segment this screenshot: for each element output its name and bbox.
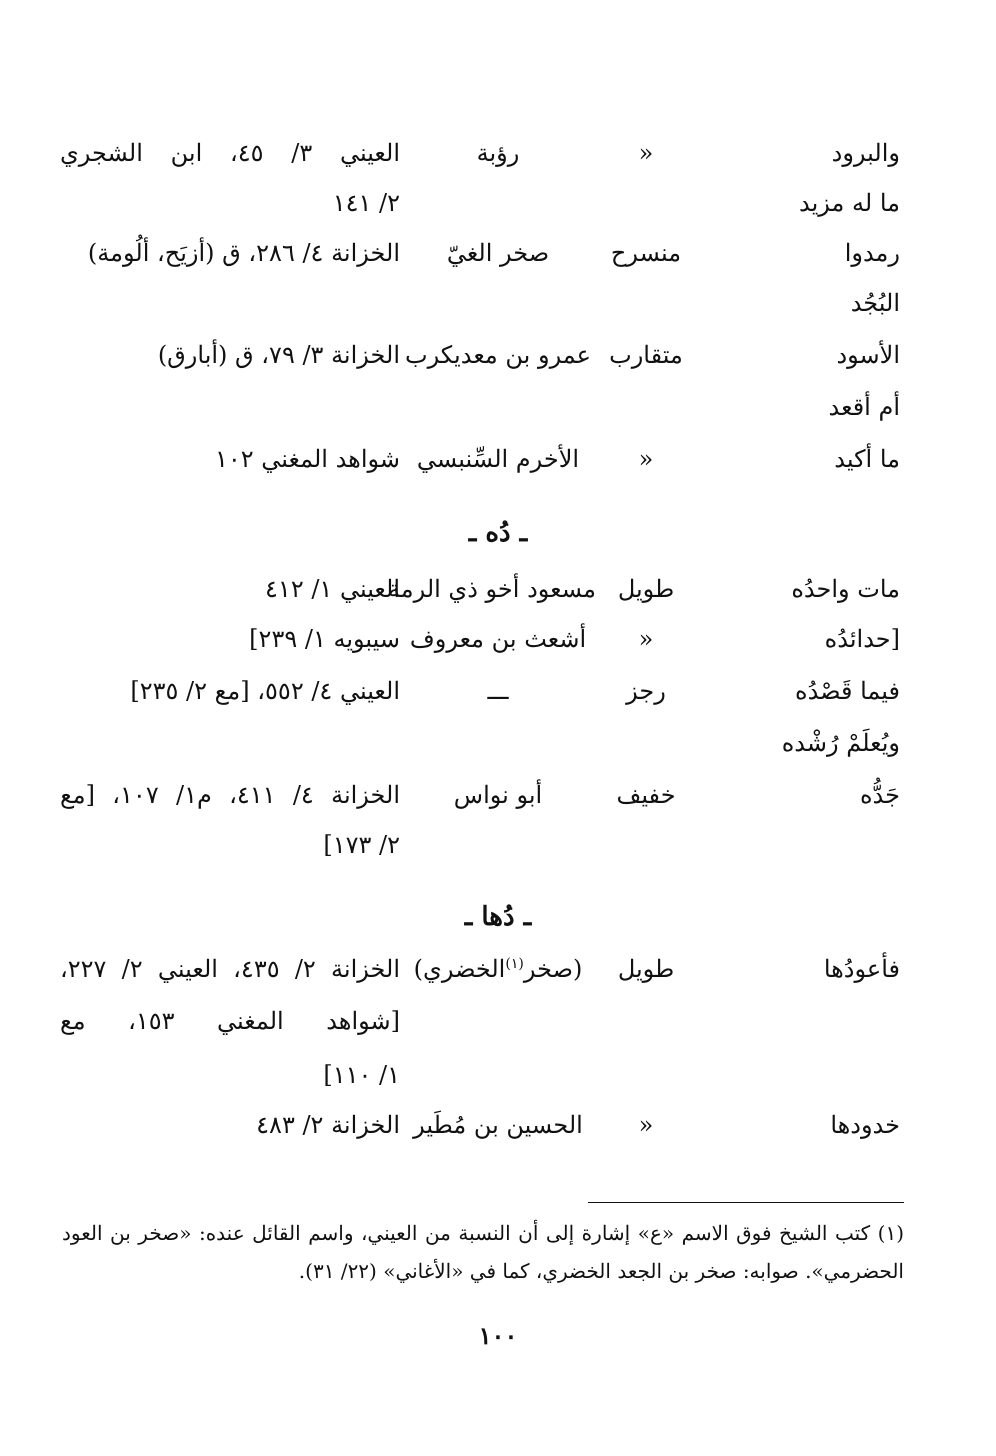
verse-ending: جَدُّه — [859, 781, 900, 809]
table-row — [0, 944, 996, 994]
source: الخزانة ٢/ ٤٨٣ — [256, 1111, 400, 1139]
meter: رجز — [626, 677, 666, 705]
poet — [400, 382, 596, 432]
meter: طويل — [617, 955, 675, 983]
verse-ending: الأسود — [836, 341, 900, 369]
poet: أبو نواس — [453, 781, 543, 809]
meter — [596, 996, 696, 1046]
section-heading: ـ دُه ـ — [468, 518, 528, 548]
meter — [596, 1050, 696, 1100]
verse-ending: رمدوا — [844, 239, 900, 267]
poet: أشعث بن معروف — [409, 625, 587, 653]
section-heading: ـ دُها ـ — [464, 902, 532, 932]
meter: طويل — [617, 575, 675, 603]
table-row — [0, 278, 996, 328]
table-row — [0, 1050, 996, 1100]
footnote-divider — [588, 1202, 904, 1203]
verse-ending: مات واحدُه — [791, 575, 900, 603]
verse-ending: [حدائدُه — [824, 625, 900, 653]
table-row — [0, 564, 996, 614]
table-row — [0, 382, 996, 432]
page-number: ١٠٠ — [478, 1321, 518, 1350]
verse-ending: ما له مزيد — [799, 189, 900, 217]
poet — [400, 718, 596, 768]
verse-ending: أم أقعد — [828, 393, 900, 421]
source: شواهد المغني ١٠٢ — [214, 445, 400, 473]
verse-ending: خدودها — [830, 1111, 900, 1139]
table-row — [0, 330, 996, 380]
source: العيني ١/ ٤١٢ — [265, 575, 400, 603]
source — [60, 278, 400, 328]
table-row — [0, 614, 996, 664]
verse-ending: فيما قَصْدُه — [795, 677, 900, 705]
poet: الأخرم السِّنبسي — [416, 445, 580, 473]
meter — [596, 820, 696, 870]
table-row — [0, 128, 996, 178]
meter: خفيف — [616, 781, 676, 809]
source: العيني ٤/ ٥٥٢، [مع ٢/ ٢٣٥] — [130, 677, 400, 705]
source: سيبويه ١/ ٢٣٩] — [249, 625, 400, 653]
verse-ending: والبرود — [831, 139, 900, 167]
meter: « — [638, 445, 654, 473]
table-row — [0, 770, 996, 820]
poet-suffix: الخضري) — [413, 955, 506, 983]
meter — [596, 278, 696, 328]
table-row — [0, 666, 996, 716]
table-row — [0, 718, 996, 768]
poet — [400, 944, 596, 994]
poet — [400, 996, 596, 1046]
footnote: (١) كتب الشيخ فوق الاسم «ع» إشارة إلى أن النسبة من العيني، واسم القائل عنده: «صخر بن العود الحضرمي». صوابه: صخر بن الجعد الخضري، كما في «الأغاني» (٢٢/ ٣١). — [62, 1221, 904, 1283]
table-row — [0, 434, 996, 484]
verse-ending — [710, 1050, 900, 1100]
table-row — [0, 228, 996, 278]
verse-ending: فأعودُها — [823, 955, 900, 983]
source: الخزانة ٢/ ٤٣٥، العيني ٢/ ٢٢٧، — [60, 955, 400, 983]
table-row — [0, 996, 996, 1046]
poet: ـــ — [487, 677, 509, 705]
verse-ending: ويُعلَمْ رُشْده — [781, 729, 900, 757]
poet — [400, 820, 596, 870]
source: ١/ ١١٠] — [323, 1061, 400, 1089]
poet: صخر الغيّ — [446, 239, 550, 267]
footnote-marker[interactable]: (١) — [505, 956, 524, 972]
meter: « — [638, 1111, 654, 1139]
verse-ending: البُجُد — [850, 289, 900, 317]
poet — [400, 178, 596, 228]
table-row — [0, 820, 996, 870]
poet — [400, 278, 596, 328]
verse-ending — [710, 996, 900, 1046]
meter — [596, 178, 696, 228]
source — [60, 382, 400, 432]
poet — [400, 1050, 596, 1100]
meter — [596, 718, 696, 768]
poet: الحسين بن مُطَير — [413, 1111, 583, 1139]
meter: « — [638, 139, 654, 167]
poet: مسعود أخو ذي الرمة — [387, 575, 596, 603]
table-row — [0, 1100, 996, 1150]
source: ٢/ ١٧٣] — [323, 831, 400, 859]
meter: منسرح — [610, 239, 682, 267]
poet: رؤبة — [476, 139, 520, 167]
source: [شواهد المغني ١٥٣، مع — [60, 1007, 400, 1035]
source: الخزانة ٣/ ٧٩، ق (أبارق) — [157, 341, 400, 369]
table-row — [0, 178, 996, 228]
verse-ending: ما أكيد — [834, 445, 900, 473]
verse-ending — [710, 820, 900, 870]
source: الخزانة ٤/ ٢٨٦، ق (أزيَح، ألُومة) — [87, 239, 400, 267]
source — [60, 718, 400, 768]
poet-prefix: (صخر — [523, 955, 583, 983]
source: العيني ٣/ ٤٥، ابن الشجري — [60, 139, 400, 167]
meter: متقارب — [609, 341, 683, 369]
meter: « — [638, 625, 654, 653]
meter — [596, 382, 696, 432]
poet: عمرو بن معديكرب — [404, 341, 592, 369]
source: ٢/ ١٤١ — [332, 189, 400, 217]
source: الخزانة ٤/ ٤١١، م١/ ١٠٧، [مع — [60, 781, 401, 809]
